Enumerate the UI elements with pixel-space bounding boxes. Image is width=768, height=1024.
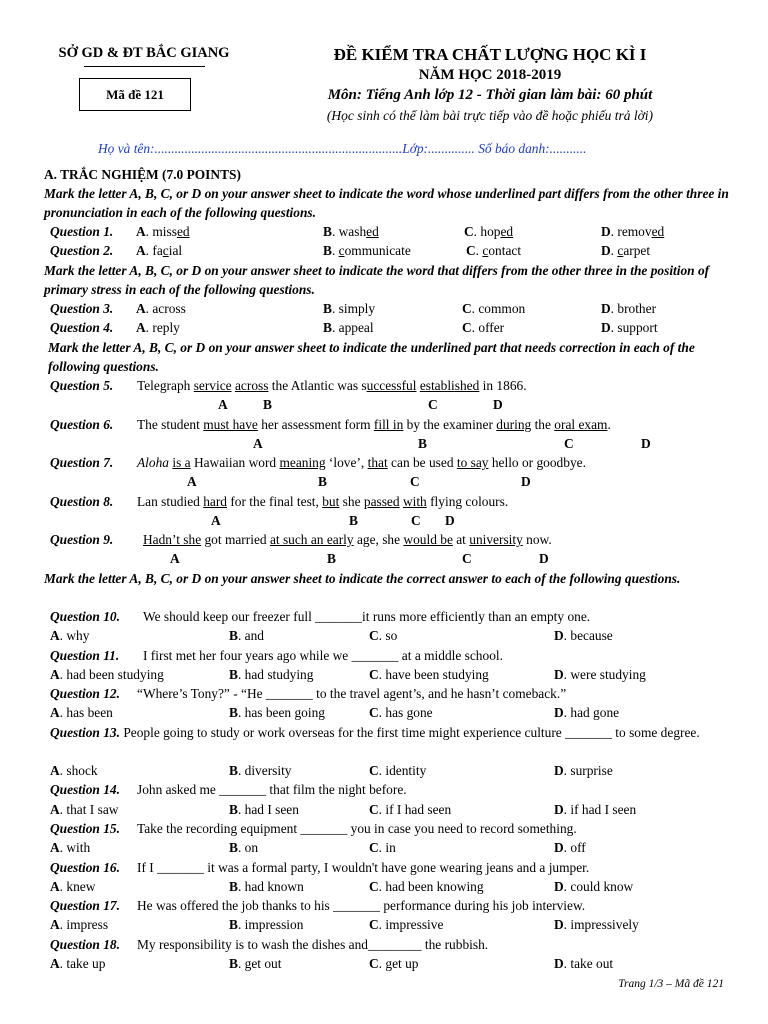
option-a: A. has been bbox=[50, 705, 113, 720]
letter-a: A bbox=[187, 474, 197, 489]
question-label: Question 12. bbox=[50, 686, 120, 701]
option-a: A. with bbox=[50, 840, 91, 855]
option-d: D. removed bbox=[601, 224, 665, 239]
letter-d: D bbox=[539, 551, 549, 566]
option-d: D. because bbox=[554, 628, 613, 643]
exam-note: (Học sinh có thể làm bài trực tiếp vào đề hoặc phiếu trả lời) bbox=[326, 108, 654, 123]
question-stem: My responsibility is to wash the dishes and________ the rubbish. bbox=[137, 937, 489, 952]
question-stem: If I _______ it was a formal party, I wouldn't have gone wearing jeans and a jumper. bbox=[137, 860, 590, 875]
question-label: Question 2. bbox=[50, 243, 114, 258]
question-sentence: The student must have her assessment form fill in by the examiner during the oral exam. bbox=[137, 417, 611, 432]
question-label: Question 18. bbox=[50, 937, 120, 952]
exam-code-box: Mã đề 121 bbox=[79, 78, 191, 111]
option-b: B. communicate bbox=[323, 243, 411, 258]
option-c: C. in bbox=[369, 840, 396, 855]
instruction-correction: Mark the letter A, B, C, or D on your answer sheet to indicate the underlined part that needs correction in each of the following questions. bbox=[48, 340, 695, 374]
option-c: C. contact bbox=[466, 243, 522, 258]
option-a: A. why bbox=[50, 628, 90, 643]
option-b: B. has been going bbox=[229, 705, 325, 720]
question-stem: He was offered the job thanks to his _______ performance during his job interview. bbox=[137, 898, 586, 913]
question-label: Question 10. bbox=[50, 609, 120, 624]
letter-d: D bbox=[493, 397, 503, 412]
option-b: B. appeal bbox=[323, 320, 374, 335]
letter-a: A bbox=[170, 551, 180, 566]
question-label: Question 6. bbox=[50, 417, 114, 432]
option-b: B. had I seen bbox=[229, 802, 299, 817]
question-stem: “Where’s Tony?” - “He _______ to the travel agent’s, and he hasn’t comeback.” bbox=[137, 686, 567, 701]
question-sentence: Telegraph service across the Atlantic was successful established in 1866. bbox=[137, 378, 527, 393]
question-13 bbox=[44, 723, 734, 742]
question-label: Question 9. bbox=[50, 532, 114, 547]
option-c: C. had been knowing bbox=[369, 879, 484, 894]
letter-d: D bbox=[641, 436, 651, 451]
option-d: D. if had I seen bbox=[554, 802, 637, 817]
question-label: Question 13. bbox=[50, 725, 120, 740]
option-b: B. simply bbox=[323, 301, 376, 316]
instruction-stress: Mark the letter A, B, C, or D on your answer sheet to indicate the word that differs from the other three in the position of primary stress in each of the following questions. bbox=[44, 263, 710, 297]
option-b: B. washed bbox=[323, 224, 379, 239]
letter-a: A bbox=[218, 397, 228, 412]
option-a: A. impress bbox=[50, 917, 109, 932]
option-b: B. on bbox=[229, 840, 259, 855]
option-a: A. had been studying bbox=[50, 667, 164, 682]
school-year: NĂM HỌC 2018-2019 bbox=[418, 67, 562, 83]
option-a: A. knew bbox=[50, 879, 96, 894]
question-label: Question 5. bbox=[50, 378, 114, 393]
letter-b: B bbox=[327, 551, 336, 566]
option-b: B. diversity bbox=[229, 763, 292, 778]
option-b: B. impression bbox=[229, 917, 304, 932]
question-label: Question 14. bbox=[50, 782, 120, 797]
option-c: C. offer bbox=[462, 320, 505, 335]
question-stem: People going to study or work overseas for the first time might experience culture _______ to some degree. bbox=[123, 725, 700, 740]
option-d: D. impressively bbox=[554, 917, 639, 932]
option-c: C. common bbox=[462, 301, 526, 316]
option-d: D. off bbox=[554, 840, 586, 855]
option-b: B. and bbox=[229, 628, 264, 643]
letter-b: B bbox=[318, 474, 327, 489]
question-label: Question 4. bbox=[50, 320, 114, 335]
option-c: C. has gone bbox=[369, 705, 433, 720]
question-label: Question 16. bbox=[50, 860, 120, 875]
option-d: D. support bbox=[601, 320, 658, 335]
question-label: Question 17. bbox=[50, 898, 120, 913]
question-label: Question 15. bbox=[50, 821, 120, 836]
option-a: A. missed bbox=[136, 224, 190, 239]
option-b: B. had known bbox=[229, 879, 304, 894]
option-b: B. had studying bbox=[229, 667, 314, 682]
option-c: C. impressive bbox=[369, 917, 444, 932]
option-d: D. carpet bbox=[601, 243, 651, 258]
option-c: C. if I had seen bbox=[369, 802, 452, 817]
letter-b: B bbox=[263, 397, 272, 412]
letter-d: D bbox=[445, 513, 455, 528]
page-footer: Trang 1/3 – Mã đề 121 bbox=[618, 978, 724, 990]
option-a: A. shock bbox=[50, 763, 98, 778]
header-divider bbox=[84, 66, 205, 67]
exam-title: ĐỀ KIỂM TRA CHẤT LƯỢNG HỌC KÌ I bbox=[333, 45, 647, 64]
option-d: D. had gone bbox=[554, 705, 620, 720]
question-label: Question 7. bbox=[50, 455, 114, 470]
question-label: Question 3. bbox=[50, 301, 114, 316]
question-sentence: Aloha is a Hawaiian word meaning ‘love’, that can be used to say hello or goodbye. bbox=[137, 455, 586, 470]
letter-a: A bbox=[253, 436, 263, 451]
section-a-heading: A. TRẮC NGHIỆM (7.0 POINTS) bbox=[44, 167, 241, 182]
letter-c: C bbox=[564, 436, 574, 451]
question-sentence: Lan studied hard for the final test, but she passed with flying colours. bbox=[137, 494, 509, 509]
option-d: D. brother bbox=[601, 301, 657, 316]
instruction-correct-answer: Mark the letter A, B, C, or D on your answer sheet to indicate the correct answer to each of the following questions. bbox=[44, 571, 681, 586]
instruction-pronunciation: Mark the letter A, B, C, or D on your answer sheet to indicate the word whose underlined part differs from the other three in pronunciation in each of the following questions. bbox=[44, 186, 729, 220]
letter-c: C bbox=[428, 397, 438, 412]
option-d: D. were studying bbox=[554, 667, 646, 682]
option-d: D. surprise bbox=[554, 763, 613, 778]
option-a: A. reply bbox=[136, 320, 180, 335]
letter-a: A bbox=[211, 513, 221, 528]
option-a: A. take up bbox=[50, 956, 106, 971]
option-c: C. identity bbox=[369, 763, 427, 778]
letter-b: B bbox=[418, 436, 427, 451]
option-c: C. get up bbox=[369, 956, 419, 971]
question-sentence: Hadn’t she got married at such an early age, she would be at university now. bbox=[143, 532, 552, 547]
question-stem: I first met her four years ago while we _______ at a middle school. bbox=[143, 648, 503, 663]
option-c: C. have been studying bbox=[369, 667, 489, 682]
option-b: B. get out bbox=[229, 956, 282, 971]
option-c: C. hoped bbox=[464, 224, 514, 239]
letter-b: B bbox=[349, 513, 358, 528]
option-d: D. take out bbox=[554, 956, 614, 971]
option-a: A. across bbox=[136, 301, 186, 316]
question-stem: We should keep our freezer full _______it runs more efficiently than an empty one. bbox=[143, 609, 591, 624]
question-label: Question 8. bbox=[50, 494, 114, 509]
letter-c: C bbox=[410, 474, 420, 489]
student-info-line: Họ và tên:..........................................................................Lớp:.............. Số báo danh:........... bbox=[98, 141, 587, 156]
option-a: A. facial bbox=[136, 243, 183, 258]
letter-c: C bbox=[411, 513, 421, 528]
department-name: SỞ GD & ĐT BẮC GIANG bbox=[58, 45, 230, 61]
letter-d: D bbox=[521, 474, 531, 489]
letter-c: C bbox=[462, 551, 472, 566]
question-stem: Take the recording equipment _______ you in case you need to record something. bbox=[137, 821, 577, 836]
question-stem: John asked me _______ that film the night before. bbox=[137, 782, 407, 797]
question-label: Question 11. bbox=[50, 648, 120, 663]
subject-line: Môn: Tiếng Anh lớp 12 - Thời gian làm bài: 60 phút bbox=[327, 87, 653, 103]
option-d: D. could know bbox=[554, 879, 634, 894]
question-label: Question 1. bbox=[50, 224, 114, 239]
option-a: A. that I saw bbox=[50, 802, 119, 817]
option-c: C. so bbox=[369, 628, 398, 643]
